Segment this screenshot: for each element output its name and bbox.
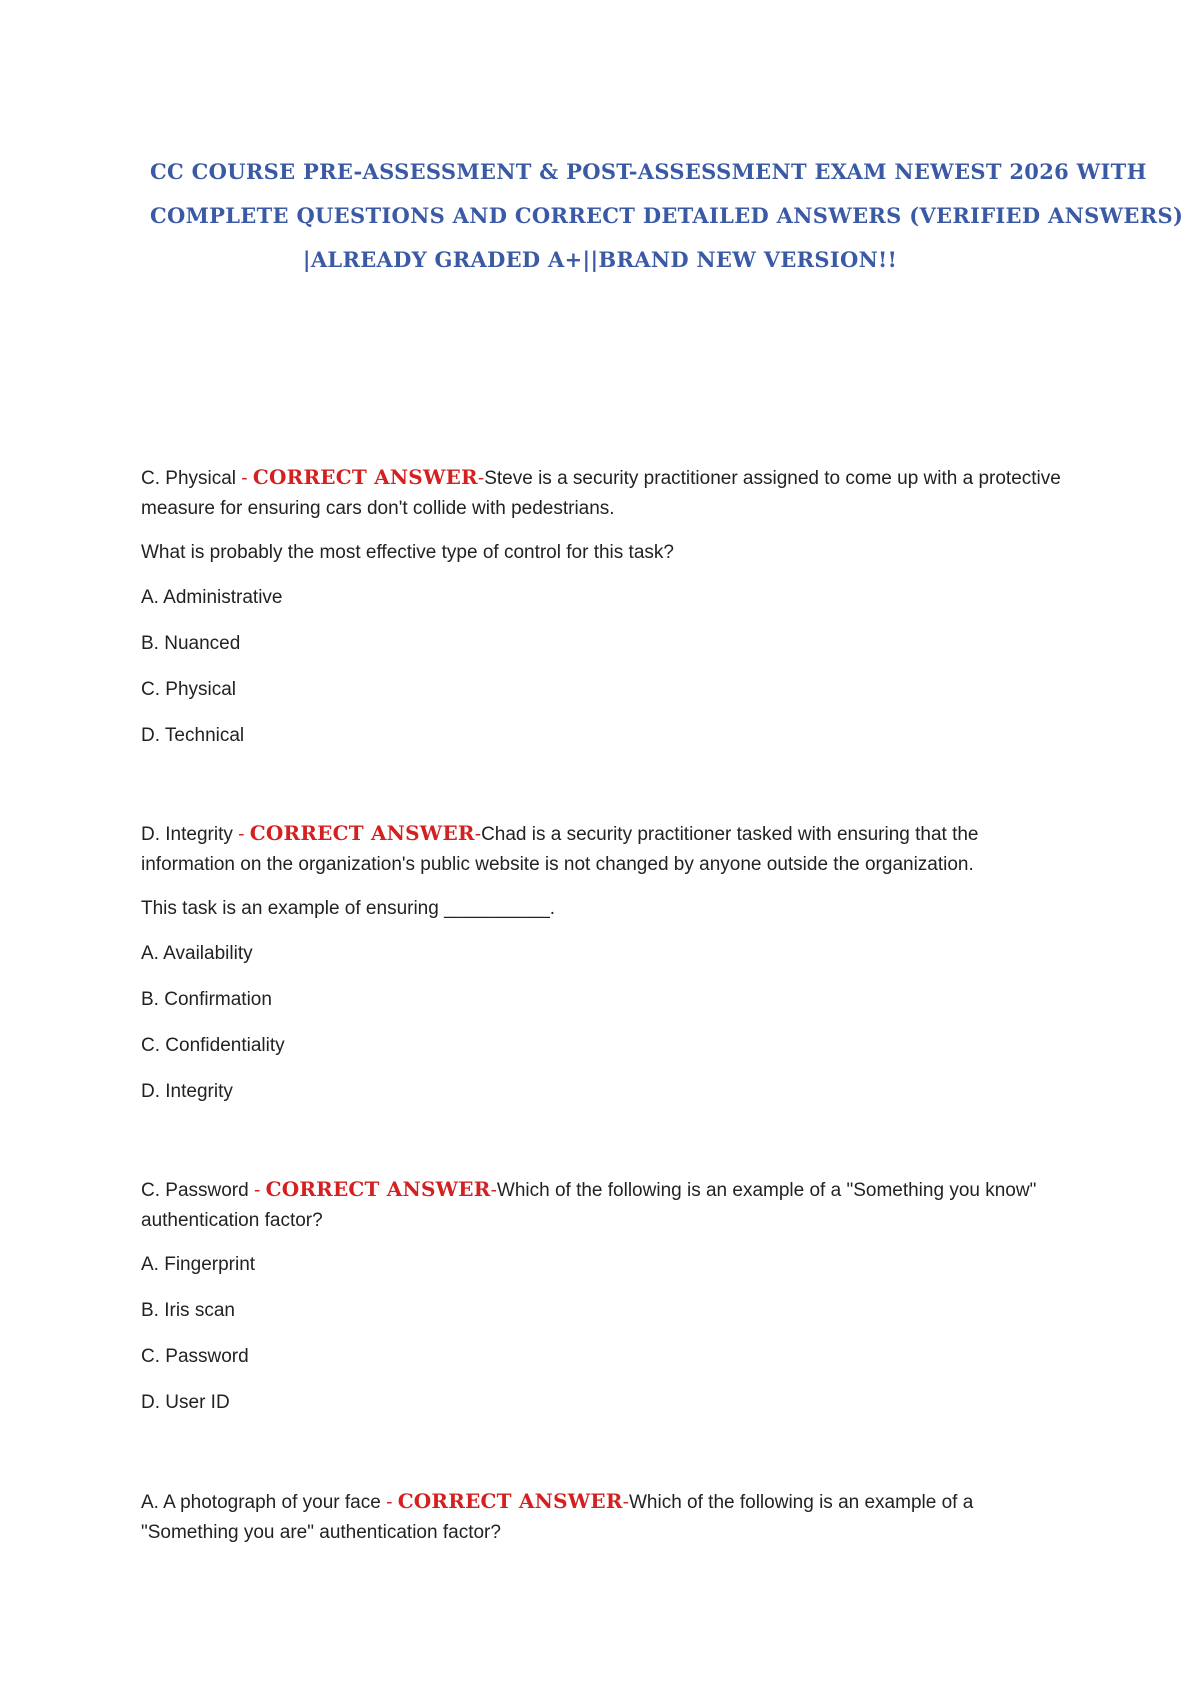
option-item: A. Administrative <box>141 587 283 608</box>
title-line: COMPLETE QUESTIONS AND CORRECT DETAILED ANSWERS (VERIFIED ANSWERS) <box>150 203 1184 228</box>
question-text: Steve is a security practitioner assigned to come up with a protective measure for ensuring cars don't collide with pedestrians. <box>141 468 1061 519</box>
question-prompt: This task is an example of ensuring __________. <box>141 898 556 919</box>
option-item: C. Confidentiality <box>141 1035 285 1056</box>
option-item: A. Availability <box>141 943 253 964</box>
qa-block-4 <box>141 1486 1071 1562</box>
option-item: D. User ID <box>141 1392 230 1413</box>
qa-block-2 <box>141 818 1071 1123</box>
answer-text: C. Physical <box>141 468 237 489</box>
correct-answer-label: CORRECT ANSWER <box>252 465 478 489</box>
answer-text: C. Password <box>141 1180 249 1201</box>
option-item: B. Confirmation <box>141 989 272 1010</box>
option-item: B. Iris scan <box>141 1300 235 1321</box>
question-text: Chad is a security practitioner tasked with ensuring that the information on the organization's public website is not changed by anyone outside the organization. <box>141 824 979 875</box>
document-title <box>150 150 1184 282</box>
option-item: C. Physical <box>141 679 237 700</box>
title-line: CC COURSE PRE-ASSESSMENT & POST-ASSESSMENT EXAM NEWEST 2026 WITH <box>150 159 1147 184</box>
qa-block-1 <box>141 462 1071 767</box>
option-item: C. Password <box>141 1346 249 1367</box>
answer-question-line: C. Physical - CORRECT ANSWER-Steve is a security practitioner assigned to come up with a protective measure for ensuring cars don't collide with pedestrians. <box>141 465 1061 519</box>
question-prompt: What is probably the most effective type of control for this task? <box>141 542 674 563</box>
answer-text: A. A photograph of your face <box>141 1492 381 1513</box>
answer-separator: - <box>380 1492 398 1513</box>
option-item: D. Technical <box>141 725 245 746</box>
correct-answer-label: CORRECT ANSWER <box>265 1177 491 1201</box>
question-text: Which of the following is an example of a "Something you are" authentication factor? <box>141 1492 974 1543</box>
correct-answer-label: CORRECT ANSWER <box>397 1489 623 1513</box>
answer-separator: - <box>236 468 253 489</box>
answer-separator: - <box>232 824 250 845</box>
answer-text: D. Integrity <box>141 824 233 845</box>
answer-question-line: A. A photograph of your face - CORRECT ANSWER-Which of the following is an example of a "Something you are" authentication factor? <box>141 1489 974 1543</box>
correct-answer-label: CORRECT ANSWER <box>249 821 475 845</box>
answer-question-line: C. Password - CORRECT ANSWER-Which of the following is an example of a "Something you know" authentication factor? <box>141 1177 1037 1231</box>
title-line: |ALREADY GRADED A+||BRAND NEW VERSION!! <box>302 247 898 272</box>
answer-separator: - <box>248 1180 266 1201</box>
option-item: D. Integrity <box>141 1081 233 1102</box>
answer-question-line: D. Integrity - CORRECT ANSWER-Chad is a security practitioner tasked with ensuring that the information on the organization's public website is not changed by anyone outside the organization. <box>141 821 979 875</box>
qa-block-3 <box>141 1174 1071 1434</box>
option-item: A. Fingerprint <box>141 1254 256 1275</box>
option-item: B. Nuanced <box>141 633 241 654</box>
question-text: Which of the following is an example of a "Something you know" authentication factor? <box>141 1180 1037 1231</box>
